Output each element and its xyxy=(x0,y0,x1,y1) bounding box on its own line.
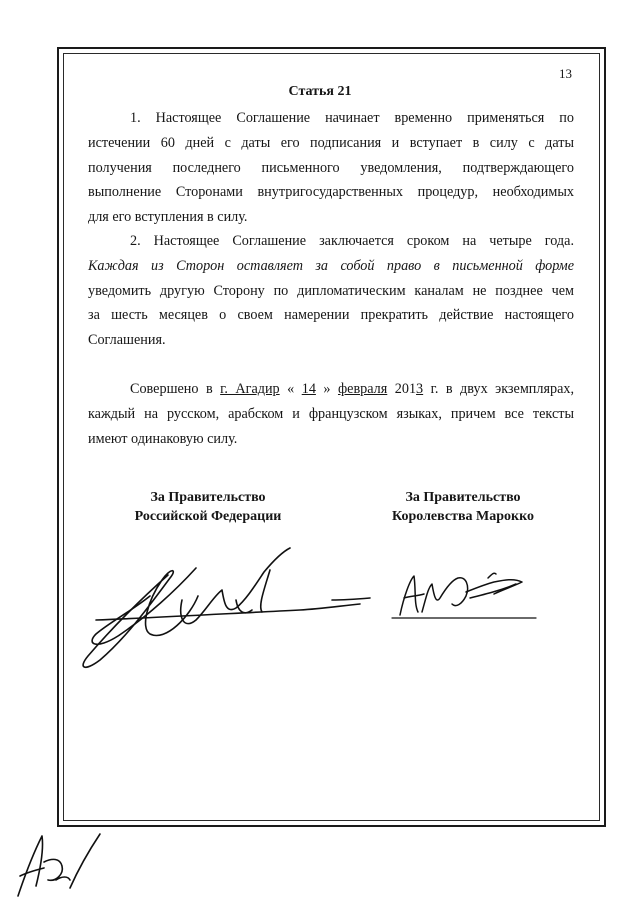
paragraph-1-line: 1. Настоящее Соглашение начинает временно применяться по xyxy=(130,110,574,126)
signatory-left-line2: Российской Федерации xyxy=(134,509,282,524)
paragraph-2 xyxy=(88,229,574,353)
done-quote-close: » xyxy=(315,381,338,397)
done-city: г. Агадир xyxy=(220,381,280,397)
signatory-right-line2: Королевства Марокко xyxy=(392,509,534,524)
paragraph-2-line: 2. Настоящее Соглашение заключается сроком на четыре года. xyxy=(130,233,574,249)
done-at-paragraph xyxy=(88,377,574,451)
done-line-3: имеют одинаковую силу. xyxy=(88,430,238,447)
paragraph-1 xyxy=(88,106,574,230)
done-day: 14 xyxy=(301,381,316,397)
done-line-2: каждый на русском, арабском и французском языках, причем все тексты xyxy=(88,405,574,422)
paragraph-2-line: Каждая из Сторон оставляет за собой право в письменной форме xyxy=(88,257,574,274)
paragraph-2-line: Соглашения. xyxy=(88,332,166,349)
article-title: Статья 21 xyxy=(288,84,352,99)
signatory-right-line1: За Правительство xyxy=(405,490,521,505)
done-year-prefix: 201 xyxy=(387,381,417,397)
paragraph-1-line: получения последнего письменного уведомления, подтверждающего xyxy=(88,159,574,176)
done-year-last: 3 xyxy=(416,381,424,397)
paragraph-1-line: истечении 60 дней с даты его подписания и вступает в силу с даты xyxy=(88,134,574,151)
done-prefix: Совершено в xyxy=(130,381,221,397)
page-number: 13 xyxy=(559,66,572,81)
paragraph-2-line: уведомить другую Сторону по дипломатическим каналам не позднее чем xyxy=(88,282,574,299)
paragraph-2-line: за шесть месяцев о своем намерении прекратить действие настоящего xyxy=(88,307,574,324)
done-month: февраля xyxy=(337,381,388,397)
paragraph-1-line: выполнение Сторонами внутригосударственных процедур, необходимых xyxy=(88,184,574,201)
paragraph-1-line: для его вступления в силу. xyxy=(88,209,248,226)
signatory-left-line1: За Правительство xyxy=(150,490,266,505)
signatory-right xyxy=(368,488,558,526)
signatory-left xyxy=(118,488,298,526)
done-quote-open: « xyxy=(279,381,302,397)
done-suffix: г. в двух экземплярах, xyxy=(423,381,575,397)
corner-initials xyxy=(18,834,100,896)
done-at-line xyxy=(88,377,574,402)
